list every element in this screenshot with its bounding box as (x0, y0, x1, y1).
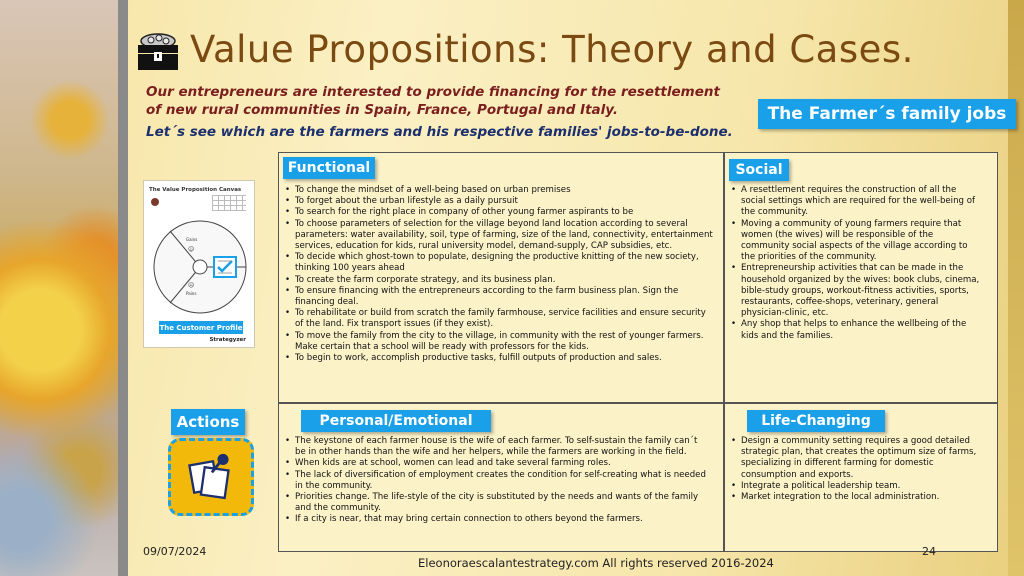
list-item: • A resettlement requires the construction of all the social settings which are required for the well-being of the community. (729, 185, 983, 219)
pains-label: Pains (186, 291, 197, 296)
functional-list (283, 185, 713, 364)
functional-heading: Functional (283, 157, 375, 179)
list-item: • Entrepreneurship activities that can be made in the household organized by the wives: book clubs, cinema, bible-study groups, workout-fitness activities, sports, restaurants, coffee-shops, veterinary, general physician-clinic, etc. (729, 263, 983, 319)
social-list (729, 185, 983, 342)
list-item: • To change the mindset of a well-being based on urban premises (283, 185, 713, 196)
list-item: • To search for the right place in company of other young farmer aspirants to be (283, 207, 713, 218)
list-item: • Priorities change. The life-style of the city is substituted by the needs and wants of the family and the community. (283, 492, 709, 514)
footer-copyright: Eleonoraescalantestrategy.com All rights reserved 2016-2024 (418, 556, 774, 570)
list-item: • To ensure financing with the entrepreneurs according to the farm business plan. Sign the financing deal. (283, 286, 713, 308)
intro-text (146, 83, 746, 119)
list-item: • To forget about the urban lifestyle as a daily pursuit (283, 196, 713, 207)
strategyzer-logo: Strategyzer (209, 337, 246, 343)
divider-stripe (118, 0, 128, 576)
list-item: • Design a community setting requires a good detailed strategic plan, that creates the optimum size of farms, specializing in different farming for domestic consumption and exports. (729, 436, 983, 481)
right-edge-stripe (1008, 0, 1024, 576)
life-changing-heading: Life-Changing (747, 410, 885, 432)
sticky-notes-pin-icon (168, 438, 254, 516)
gains-label: Gains (186, 237, 198, 242)
customer-profile-circle (150, 217, 250, 317)
intro-line-2: of new rural communities in Spain, France, Portugal and Italy. (146, 102, 618, 118)
list-item: • Market integration to the local administration. (729, 492, 983, 503)
canvas-mini-grid (212, 195, 246, 211)
social-heading: Social (729, 159, 789, 181)
flower-artwork (0, 0, 118, 576)
functional-jobs-cell (278, 152, 724, 403)
list-item: • Any shop that helps to enhance the wellbeing of the kids and the families. (729, 319, 983, 341)
life-changing-jobs-cell (724, 403, 998, 552)
list-item: • To choose parameters of selection for the village beyond land location according to several parameters: water availability, soil, type of farming, size of the land, connectivity, entertainment services, education for kids, rural university model, demand-supply, CAP subsidies, etc. (283, 219, 713, 253)
value-proposition-canvas-thumbnail (143, 180, 255, 348)
personal-emotional-list (283, 436, 709, 526)
list-item: • If a city is near, that may bring certain connection to others beyond the farmers. (283, 514, 709, 525)
intro-line-1: Our entrepreneurs are interested to provide financing for the resettlement (146, 84, 720, 100)
list-item: • Moving a community of young farmers require that women (the wives) will be responsible of the community social aspects of the village according to the priorities of the community. (729, 219, 983, 264)
list-item: • When kids are at school, women can lead and take several farming roles. (283, 458, 709, 469)
footer-date: 09/07/2024 (143, 545, 207, 558)
personal-emotional-heading: Personal/Emotional (301, 410, 491, 432)
list-item: • To decide which ghost-town to populate, designing the productive knitting of the new society, thinking 100 years ahead (283, 252, 713, 274)
personal-emotional-jobs-cell (278, 403, 724, 552)
gains-face: ☺ (188, 246, 195, 253)
canvas-number-badge (151, 198, 159, 206)
list-item: • To rehabilitate or build from scratch the family farmhouse, service facilities and ensure security of the land. Fix transport issues (if they exist). (283, 308, 713, 330)
intro-question: Let´s see which are the farmers and his respective families' jobs-to-be-done. (146, 124, 733, 140)
slide-title: Value Propositions: Theory and Cases. (190, 28, 914, 71)
jobs-grid (278, 152, 998, 552)
list-item: • The keystone of each farmer house is the wife of each farmer. To self-sustain the family can´t be in other hands than the wife and her helpers, while the farmers are working in the field. (283, 436, 709, 458)
page-number: 24 (922, 545, 936, 558)
list-item: • To create the farm corporate strategy, and its business plan. (283, 275, 713, 286)
list-item: • Integrate a political leadership team. (729, 481, 983, 492)
actions-label: Actions (171, 409, 245, 435)
pains-face: ☹ (188, 282, 195, 289)
canvas-title: The Value Proposition Canvas (149, 187, 242, 193)
list-item: • To begin to work, accomplish productive tasks, fulfill outputs of production and sales. (283, 353, 713, 364)
list-item: • The lack of diversification of employment creates the condition for self-creating what is needed in the community. (283, 470, 709, 492)
farmer-family-jobs-badge: The Farmer´s family jobs (758, 99, 1016, 129)
list-item: • To move the family from the city to the village, in community with the rest of younger farmers. Make certain that a school will be ready with professors for the kids. (283, 331, 713, 353)
life-changing-list (729, 436, 983, 503)
customer-profile-label: The Customer Profile (159, 321, 243, 334)
treasure-chest-icon (134, 32, 182, 72)
social-jobs-cell (724, 152, 998, 403)
